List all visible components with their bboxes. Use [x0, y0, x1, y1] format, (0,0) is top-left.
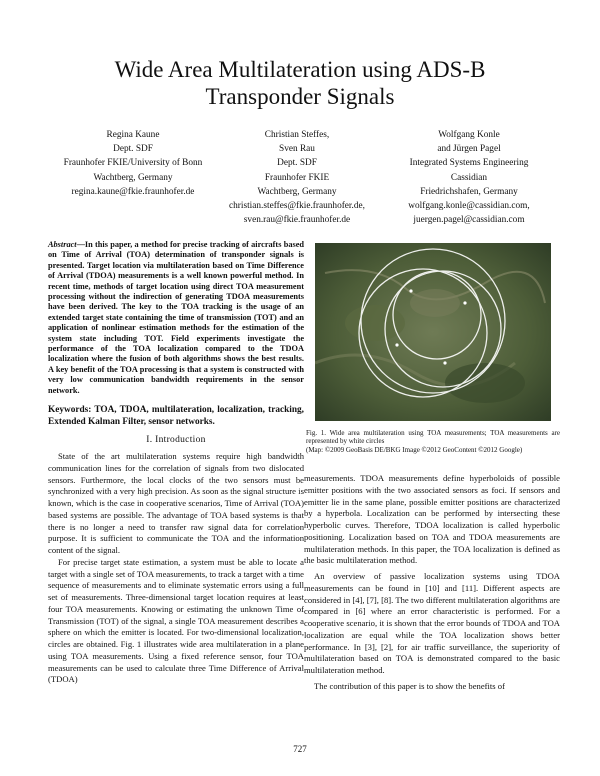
paragraph: The contribution of this paper is to show the benefits of	[314, 680, 505, 691]
author-location: Wachtberg, Germany	[93, 172, 173, 183]
paragraph: State of the art multilateration systems require high bandwidth communication lines for the correlation of signals from two dislocated sensors. Furthermore, the local clocks of the two sensors must be synchronized with a very high precision. As soon as the signal structure is known, which is the case in cooperative scenarios, Time of Arrival (TOA) based systems are possible. The advantage of TOA based systems is that there is no longer a need to transfer raw signal data for correlation purpose. It is sufficient to communicate the TOA and the information content of the signal.	[48, 451, 304, 555]
caption-credit: (Map: ©2009 GeoBasis DE/BKG Image ©2012 GeoContent ©2012 Google)	[306, 445, 523, 454]
author-block-2	[212, 128, 382, 227]
abstract-text: —In this paper, a method for precise tracking of aircrafts based on Time of Arrival (TOA) determination of transponder signals is presented. Target location via multilateration based on Time Difference of Arrival (TDOA) measurements is a well known powerful method. In recent time, methods of target location using direct TOA measurement processing without the indirection of generating TDOA measurements have been derived. The key to the TOA tracking is the usage of an extended target state containing the time of transmission (TOT) and an application of nonlinear estimation methods for the estimation of the system state including TOT. Field experiments investigate the performance of the TOA localization compared to the TDOA localization where the fusion of both algorithms shows the best results. A key benefit of the TOA processing is that a system is constructed with very low communication bandwidth requirements in the sensor network.	[48, 240, 304, 395]
keywords: Keywords: TOA, TDOA, multilateration, localization, tracking, Extended Kalman Filter, sensor networks.	[48, 405, 304, 427]
author-org: Fraunhofer FKIE/University of Bonn	[63, 158, 203, 169]
author-location: Wachtberg, Germany	[257, 186, 337, 197]
author-name: and Jürgen Pagel	[437, 144, 501, 155]
author-org: Integrated Systems Engineering	[409, 158, 529, 169]
author-location: Friedrichshafen, Germany	[420, 186, 518, 197]
author-dept: Dept. SDF	[277, 158, 317, 169]
author-email: juergen.pagel@cassidian.com	[413, 215, 525, 226]
caption-line: Fig. 1. Wide area multilateration using TOA measurements; TOA measurements are represented by white circles	[306, 429, 560, 446]
author-name: Christian Steffes,	[264, 130, 330, 140]
title-line-1: Wide Area Multilateration using ADS-B	[114, 57, 486, 82]
paragraph: For precise target state estimation, a system must be able to locate a target with a single set of TOA measurements, to track a target with a time sequence of measurements and to eliminate systematic errors using a full set of measurements. Three-dimensional target location requires at least four TOA measurements. Knowing or estimating the unknown Time of Transmission (TOT) of the signal, a single TOA measurement describes a sphere on which the emitter is located. For two-dimensional localization, circles are obtained. Fig. 1 illustrates wide area multilateration in a plane using TOA measurements. Using a fixed reference sensor, four TOA measurements can be used to calculate three Time Difference of Arrival (TDOA)	[48, 556, 304, 685]
figure-map-image	[315, 243, 551, 421]
author-email: sven.rau@fkie.fraunhofer.de	[243, 215, 351, 226]
figure-caption	[306, 429, 560, 454]
author-name: Regina Kaune	[106, 130, 160, 140]
author-email: regina.kaune@fkie.fraunhofer.de	[71, 186, 195, 197]
paper-title	[40, 56, 560, 110]
author-email: wolfgang.konle@cassidian.com,	[408, 201, 530, 212]
author-dept: Dept. SDF	[113, 144, 153, 155]
author-org: Cassidian	[450, 172, 488, 183]
right-column-body	[304, 473, 560, 693]
left-column-body	[48, 451, 304, 686]
section-heading: I. Introduction	[146, 435, 206, 445]
author-org: Fraunhofer FKIE	[264, 172, 330, 183]
abstract	[48, 240, 304, 396]
author-block-1	[44, 128, 222, 199]
title-line-2: Transponder Signals	[205, 84, 395, 109]
author-name: Wolfgang Konle	[438, 130, 500, 140]
author-block-3	[384, 128, 554, 227]
abstract-label: Abstract	[48, 240, 77, 249]
paragraph: measurements. TDOA measurements define hyperboloids of possible emitter positions with the two associated sensors as foci. If sensors and emitter lie in the same plane, possible emitter positions are characterized by a hyperbola. Localization can be performed by intersecting these hyperbolic curves. Therefore, TDOA localization is called hyperbolic positioning. Localization based on TOA and TDOA measurements are multilateration methods. In this paper, the TOA localization is defined as the basic multilateration method.	[304, 473, 560, 566]
author-name: Sven Rau	[279, 144, 315, 155]
satellite-map-graphic	[315, 243, 551, 421]
paragraph: An overview of passive localization systems using TDOA measurements can be found in [10] and [11]. Different aspects are considered in [4], [7], [8]. The two different multilateration algorithms are compared in [6] where an error characteristic is performed. For a cooperative scenario, it is shown that the error bounds of TDOA and TOA localization are equal while the TOA localization shows better performance. In [3], [2], for air traffic surveillance, the superiority of multilateration based on TOA is demonstrated compared to the basic multilateration method.	[304, 571, 560, 675]
author-email: christian.steffes@fkie.fraunhofer.de,	[229, 201, 365, 212]
page-number: 727	[293, 744, 307, 754]
